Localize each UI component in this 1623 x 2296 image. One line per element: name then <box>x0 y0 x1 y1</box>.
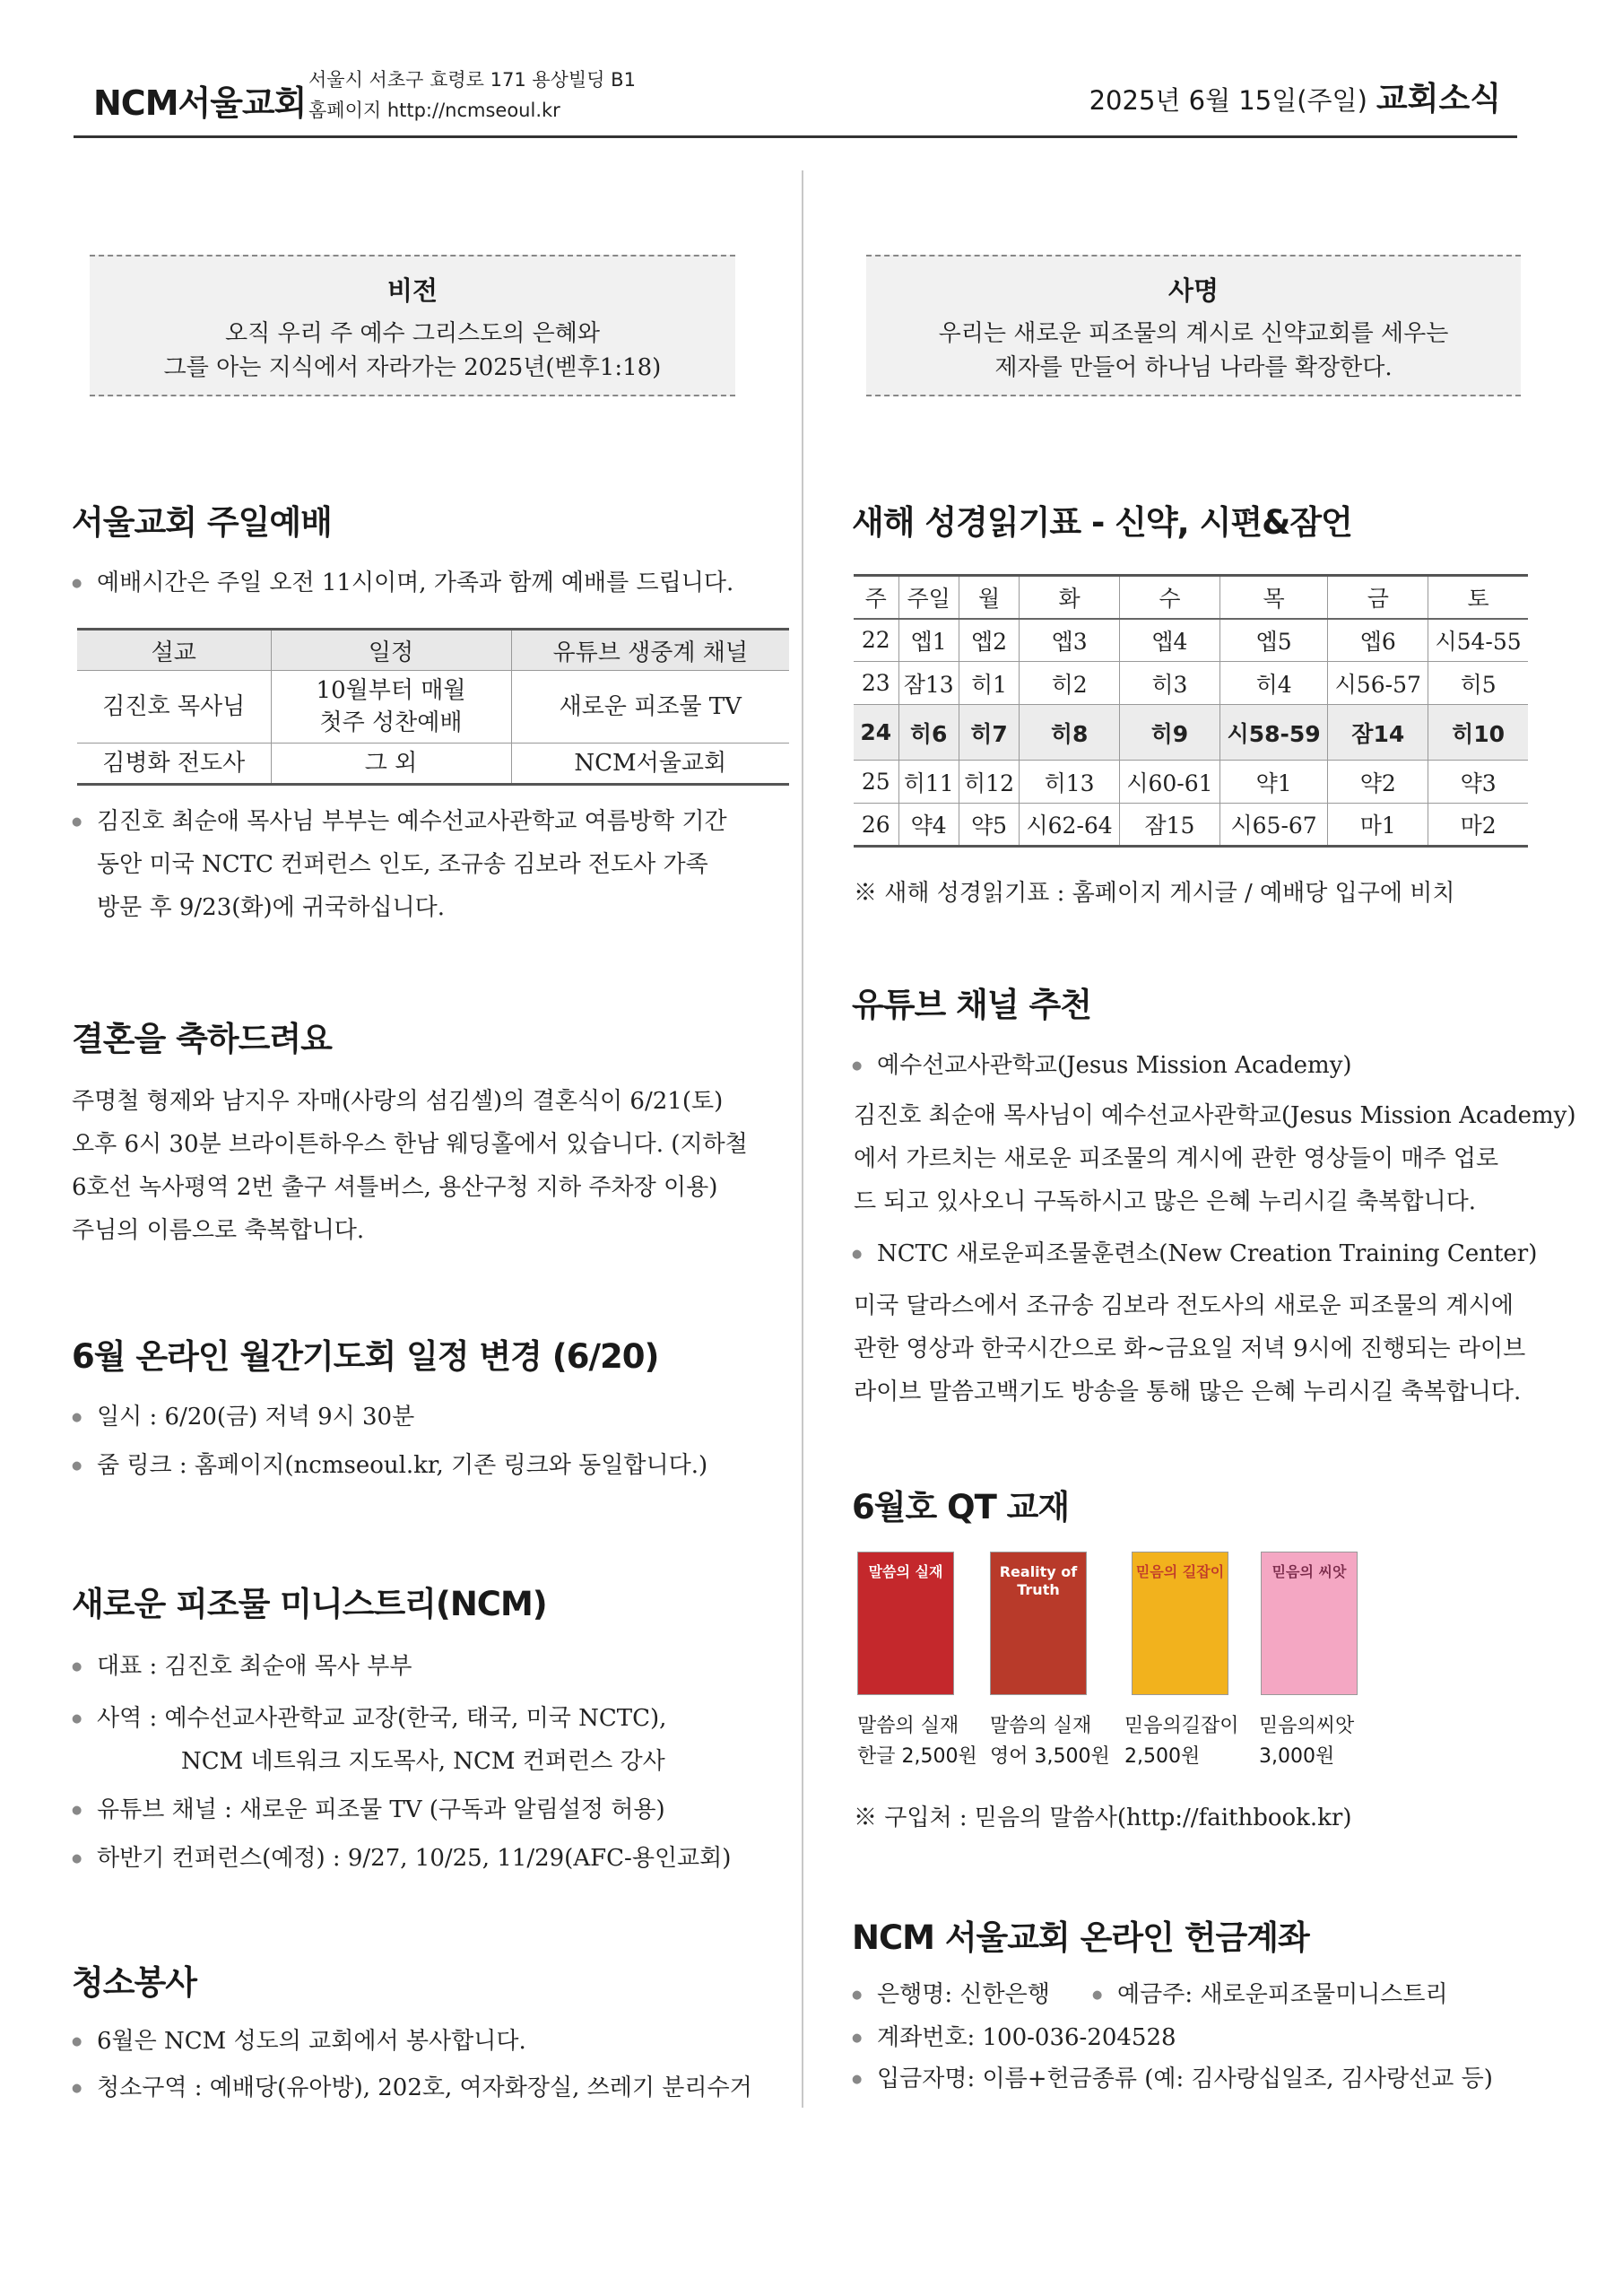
offering-title: NCM 서울교회 온라인 헌금계좌 <box>852 1918 1309 1957</box>
church-address: 서울시 서초구 효령로 171 용상빌딩 B1 <box>308 69 636 91</box>
reading-cell: 히10 <box>1428 705 1528 761</box>
reading-cell: 약4 <box>898 804 959 847</box>
ncm-conference: ● 하반기 컨퍼런스(예정) : 9/27, 10/25, 11/29(AFC-용인교회) <box>97 1837 731 1880</box>
bulletin-title: 교회소식 <box>1376 81 1501 117</box>
church-address-block <box>308 65 636 126</box>
table-header: 토 <box>1428 576 1528 619</box>
youtube-desc-line: 에서 가르치는 새로운 피조물의 계시에 관한 영상들이 매주 업로 <box>854 1145 1499 1172</box>
reading-cell: 히6 <box>898 705 959 761</box>
table-row <box>77 744 789 785</box>
prayer-zoom-link: ● 줌 링크 : 홈페이지(ncmseoul.kr, 기존 링크와 동일합니다.) <box>97 1444 707 1487</box>
reading-cell: 약2 <box>1328 761 1428 804</box>
reading-cell: 히7 <box>959 705 1019 761</box>
qt-book-label <box>1124 1711 1239 1772</box>
worship-note-line: 방문 후 9/23(화)에 귀국하십니다. <box>97 894 446 921</box>
qt-book-cover <box>990 1552 1087 1695</box>
table-row <box>77 671 789 744</box>
reading-cell: 히2 <box>1020 662 1120 705</box>
reading-cell: 히1 <box>959 662 1019 705</box>
qt-book-cover <box>1132 1552 1228 1695</box>
vision-title: 비전 <box>386 275 438 306</box>
table-header: 주 <box>854 576 898 619</box>
table-header: 목 <box>1219 576 1328 619</box>
worship-table <box>77 628 789 786</box>
reading-cell: 히5 <box>1428 662 1528 705</box>
qt-book-name: 말씀의 실재 <box>857 1715 959 1737</box>
qt-book-cover <box>857 1552 954 1695</box>
schedule-cell: 그 외 <box>271 744 511 785</box>
bulletin-date: 2025년 6월 15일(주일) <box>1089 85 1367 116</box>
wedding-line: 주님의 이름으로 축복합니다. <box>72 1217 365 1244</box>
qt-book-price: 3,000원 <box>1259 1745 1335 1768</box>
cleaning-area: ● 청소구역 : 예배당(유아방), 202호, 여자화장실, 쓰레기 분리수거 <box>97 2066 752 2109</box>
preacher-cell: 김병화 전도사 <box>77 744 271 785</box>
worship-note-line: ● 김진호 최순애 목사님 부부는 예수선교사관학교 여름방학 기간 <box>97 808 727 835</box>
table-header-row <box>77 630 789 671</box>
youtube-title: 유튜브 채널 추천 <box>852 986 1091 1024</box>
prayer-title: 6월 온라인 월간기도회 일정 변경 (6/20) <box>72 1337 659 1376</box>
table-row <box>854 619 1528 662</box>
youtube-channel-1-desc <box>854 1094 1576 1223</box>
schedule-cell <box>271 671 511 744</box>
offering-bank: ● 은행명: 신한은행 <box>877 1973 1050 2016</box>
week-cell: 25 <box>854 761 898 804</box>
week-cell: 24 <box>854 705 898 761</box>
reading-cell: 히4 <box>1219 662 1328 705</box>
church-homepage[interactable]: 홈페이지 http://ncmseoul.kr <box>308 100 560 121</box>
table-header-row <box>854 576 1528 619</box>
reading-cell: 엡2 <box>959 619 1019 662</box>
table-header: 월 <box>959 576 1019 619</box>
wedding-title: 결혼을 축하드려요 <box>72 1020 332 1058</box>
week-cell: 22 <box>854 619 898 662</box>
youtube-channel-1: ● 예수선교사관학교(Jesus Mission Academy) <box>877 1044 1352 1087</box>
reading-cell: 엡1 <box>898 619 959 662</box>
schedule-line: 10월부터 매월 <box>316 677 466 704</box>
reading-cell: 엡3 <box>1020 619 1120 662</box>
reading-cell: 시62-64 <box>1020 804 1120 847</box>
table-header: 화 <box>1020 576 1120 619</box>
reading-cell: 엡4 <box>1120 619 1220 662</box>
reading-cell: 히12 <box>959 761 1019 804</box>
table-row <box>854 804 1528 847</box>
reading-cell: 히11 <box>898 761 959 804</box>
ncm-ministry: ● 사역 : 예수선교사관학교 교장(한국, 태국, 미국 NCTC), <box>97 1697 666 1740</box>
table-header: 설교 <box>77 630 271 671</box>
wedding-line: 6호선 녹사평역 2번 출구 셔틀버스, 용산구청 지하 주차장 이용) <box>72 1174 718 1201</box>
qt-book-name: 말씀의 실재 <box>990 1715 1092 1737</box>
wedding-text <box>72 1080 789 1252</box>
week-cell: 23 <box>854 662 898 705</box>
table-row <box>854 705 1528 761</box>
reading-cell: 잠15 <box>1120 804 1220 847</box>
qt-purchase-note: ※ 구입처 : 믿음의 말씀사(http://faithbook.kr) <box>854 1805 1352 1831</box>
reading-cell: 시58-59 <box>1219 705 1328 761</box>
reading-cell: 시65-67 <box>1219 804 1328 847</box>
table-header: 금 <box>1328 576 1428 619</box>
reading-cell: 엡6 <box>1328 619 1428 662</box>
qt-book-cover-title: Reality of Truth <box>999 1563 1078 1598</box>
table-row <box>854 761 1528 804</box>
schedule-line: 첫주 성찬예배 <box>319 709 463 736</box>
vision-box <box>90 255 735 396</box>
qt-book-price: 2,500원 <box>1124 1745 1201 1768</box>
qt-book-label <box>990 1711 1110 1772</box>
youtube-channel-2-desc <box>854 1284 1525 1413</box>
worship-note <box>97 800 727 929</box>
mission-box <box>866 255 1521 396</box>
reading-cell: 히3 <box>1120 662 1220 705</box>
reading-cell: 잠14 <box>1328 705 1428 761</box>
vision-text <box>90 317 735 385</box>
church-brand: NCM서울교회 <box>93 83 307 123</box>
page-header <box>74 57 1517 138</box>
table-header: 유튜브 생중계 채널 <box>511 630 789 671</box>
youtube-channel-2: ● NCTC 새로운피조물훈련소(New Creation Training Center) <box>877 1232 1537 1275</box>
bible-note: ※ 새해 성경읽기표 : 홈페이지 게시글 / 예배당 입구에 비치 <box>854 880 1455 907</box>
bible-reading-table <box>854 574 1528 848</box>
qt-book-cover-title: 믿음의 길잡이 <box>1135 1563 1225 1580</box>
reading-cell: 약1 <box>1219 761 1328 804</box>
bible-title: 새해 성경읽기표 - 신약, 시편&잠언 <box>852 503 1352 542</box>
ncm-youtube: ● 유튜브 채널 : 새로운 피조물 TV (구독과 알림설정 허용) <box>97 1788 665 1831</box>
table-header: 수 <box>1120 576 1220 619</box>
mission-title: 사명 <box>1167 275 1219 306</box>
wedding-line: 주명철 형제와 남지우 자매(사랑의 섬김셀)의 결혼식이 6/21(토) <box>72 1088 724 1115</box>
offering-depositor: ● 입금자명: 이름+헌금종류 (예: 김사랑십일조, 김사랑선교 등) <box>877 2057 1493 2100</box>
qt-book-label <box>857 1711 977 1772</box>
table-row <box>854 662 1528 705</box>
cleaning-month: ● 6월은 NCM 성도의 교회에서 봉사합니다. <box>97 2020 526 2063</box>
vision-line: 오직 우리 주 예수 그리스도의 은혜와 <box>224 320 601 347</box>
ncm-ministry-cont: NCM 네트워크 지도목사, NCM 컨퍼런스 강사 <box>181 1748 665 1775</box>
channel-cell: 새로운 피조물 TV <box>511 671 789 744</box>
mission-text <box>866 317 1521 385</box>
reading-cell: 잠13 <box>898 662 959 705</box>
qt-book-name: 믿음의씨앗 <box>1259 1715 1355 1737</box>
offering-holder: ● 예금주: 새로운피조물미니스트리 <box>1117 1973 1448 2016</box>
reading-cell: 시54-55 <box>1428 619 1528 662</box>
youtube-desc-line: 미국 달라스에서 조규송 김보라 전도사의 새로운 피조물의 계시에 <box>854 1292 1514 1319</box>
qt-book-cover <box>1261 1552 1358 1695</box>
reading-cell: 히8 <box>1020 705 1120 761</box>
column-divider <box>802 170 803 2108</box>
ncm-representative: ● 대표 : 김진호 최순애 목사 부부 <box>97 1645 412 1688</box>
reading-cell: 마1 <box>1328 804 1428 847</box>
reading-cell: 시56-57 <box>1328 662 1428 705</box>
prayer-datetime: ● 일시 : 6/20(금) 저녁 9시 30분 <box>97 1396 414 1439</box>
qt-book-label <box>1259 1711 1354 1772</box>
cleaning-title: 청소봉사 <box>72 1963 196 2002</box>
ncm-title: 새로운 피조물 미니스트리(NCM) <box>72 1585 547 1623</box>
reading-cell: 약3 <box>1428 761 1528 804</box>
youtube-desc-line: 관한 영상과 한국시간으로 화~금요일 저녁 9시에 진행되는 라이브 <box>854 1335 1526 1362</box>
youtube-desc-line: 김진호 최순애 목사님이 예수선교사관학교(Jesus Mission Academy) <box>854 1102 1576 1129</box>
table-header: 일정 <box>271 630 511 671</box>
youtube-desc-line: 라이브 말씀고백기도 방송을 통해 많은 은혜 누리시길 축복합니다. <box>854 1378 1522 1405</box>
reading-cell: 히9 <box>1120 705 1220 761</box>
reading-cell: 엡5 <box>1219 619 1328 662</box>
bulletin-date-title <box>1089 74 1501 119</box>
qt-book-price: 영어 3,500원 <box>990 1745 1110 1768</box>
wedding-line: 오후 6시 30분 브라이튼하우스 한남 웨딩홀에서 있습니다. (지하철 <box>72 1131 748 1158</box>
qt-book-price: 한글 2,500원 <box>857 1745 977 1768</box>
reading-cell: 마2 <box>1428 804 1528 847</box>
reading-cell: 시60-61 <box>1120 761 1220 804</box>
channel-cell: NCM서울교회 <box>511 744 789 785</box>
qt-title: 6월호 QT 교재 <box>852 1488 1070 1526</box>
mission-line: 우리는 새로운 피조물의 계시로 신약교회를 세우는 <box>938 320 1449 347</box>
table-header: 주일 <box>898 576 959 619</box>
worship-note-line: 동안 미국 NCTC 컨퍼런스 인도, 조규송 김보라 전도사 가족 <box>97 851 708 878</box>
vision-line: 그를 아는 지식에서 자라가는 2025년(벧후1:18) <box>163 354 662 381</box>
youtube-desc-line: 드 되고 있사오니 구독하시고 많은 은혜 누리시길 축복합니다. <box>854 1188 1477 1215</box>
qt-book-cover-title: 믿음의 씨앗 <box>1271 1563 1347 1580</box>
worship-bullet: ● 예배시간은 주일 오전 11시이며, 가족과 함께 예배를 드립니다. <box>97 561 733 604</box>
qt-book-cover-title: 말씀의 실재 <box>868 1563 943 1580</box>
week-cell: 26 <box>854 804 898 847</box>
offering-account: ● 계좌번호: 100-036-204528 <box>877 2016 1176 2059</box>
mission-line: 제자를 만들어 하나님 나라를 확장한다. <box>994 354 1393 381</box>
worship-title: 서울교회 주일예배 <box>72 503 332 542</box>
qt-book-name: 믿음의길잡이 <box>1124 1715 1239 1737</box>
reading-cell: 약5 <box>959 804 1019 847</box>
preacher-cell: 김진호 목사님 <box>77 671 271 744</box>
reading-cell: 히13 <box>1020 761 1120 804</box>
